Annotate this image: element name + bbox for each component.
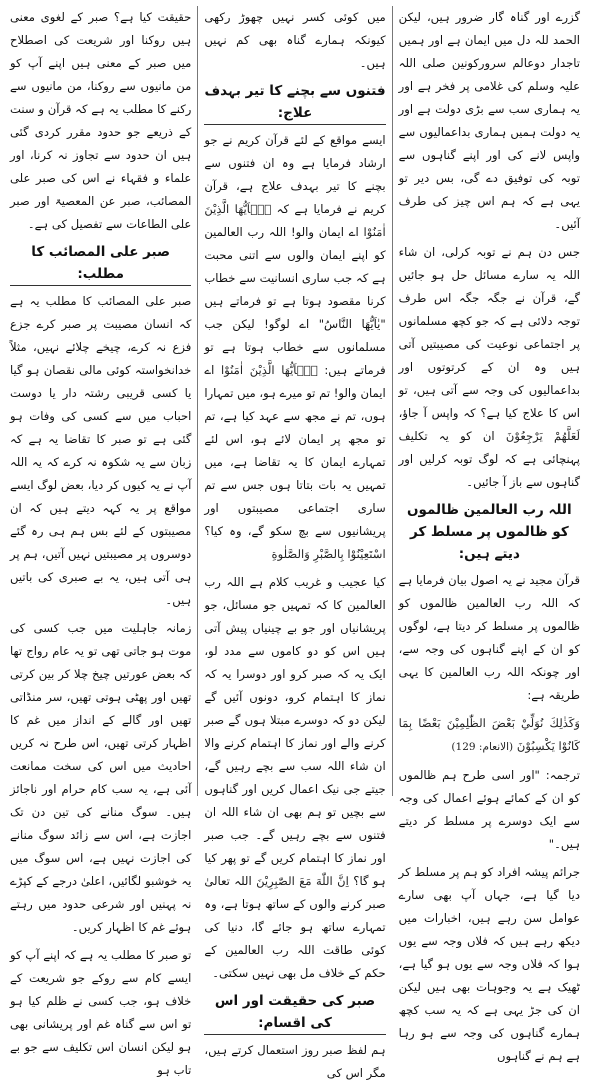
paragraph-text: کیا عجیب و غریب کلام ہے اللہ رب العالمین کا کہ تمہیں جو مسائل، جو پریشانیاں اور جو بے چینیاں پیش آتی ہیں اس کو دو کاموں سے مدد لو، ایک یہ کہ صبر کرو اور دوسرا یہ کہ نماز کا اہتمام کرو، دونوں آئیں گے لیکن دو کہ دوسرے مبتلا ہوں گے صبر کرنے والے اور نماز کا اہتمام کرنے والا ان شاء اللہ سب سے بچے رہیں گے، جیتے جی نیک اعمال کریں اور گناہوں سے بچیں تو ہم بھی ان شاء اللہ ان فتنوں سے بچے رہیں گے۔ جب صبر اور نماز کا اہتمام کریں گے تو پھر کیا ہو گا؟: [204, 575, 386, 888]
columns: [4, 6, 586, 1080]
paragraph: جرائم پیشہ افراد کو ہم پر مسلط کر دیا گیا ہے، جہاں آپ بھی سارے عوامل سن رہے ہیں، اخبارات میں دیکھ رہے ہیں کہ فلاں وجہ سے یوں ہوا کہ فلاں وجہ سے یوں ہو گیا ہے، ٹھیک ہے یہ وجوہات بھی ہیں لیکن ان کی جڑ یہی ہے کہ یہ سب کچھ ہمارے گناہوں کی وجہ سے ہو رہا ہے ہم نے گناہوں: [398, 865, 580, 1063]
verse-reference: (الانعام: 129): [451, 741, 514, 753]
section-heading: اللہ رب العالمین ظالموں کو ظالموں پر مسلط کر دیتے ہیں:: [407, 502, 572, 562]
paragraph-text: اے ایمان والو! اللہ رب العالمین کو اپنے ایمان والوں سے اتنی محبت ہے کہ جب ساری انسانیت سے خطاب کرنا مقصود ہوتا ہے تو فرماتے ہیں "یٰاَیُّھَا النَّاسُ" اے لوگو! لیکن جب مسلمانوں سے خطاب ہوتا ہے تو فرماتے ہیں:: [204, 225, 386, 377]
paragraph: تو صبر کا مطلب یہ ہے کہ اپنے آپ کو ایسے کام سے روکے جو شریعت کے خلاف ہو، جب کسی نے ظلم کیا ہو تو اس سے گناہ غم اور پریشانی بھی ہو لیکن انسان اس تکلیف سے جو بے تاب ہو: [10, 948, 192, 1077]
paragraph: حقیقت کیا ہے؟ صبر کے لغوی معنی ہیں روکنا اور شریعت کی اصطلاح میں صبر کے معنی ہیں اپنے آپ کو من مانیوں سے روکنا، من مانیوں سے رکنے کا مطلب یہ ہے کہ قرآن و سنت کے ذریعے جو حدود مقرر کردی گئی ہیں ان حدود سے تجاوز نہ کرنا، اور علماء و فقہاء نے اس کی صبر علی المصائب، صبر عن المعصیۃ اور صبر علی الطاعات سے تفصیل کی ہے۔: [10, 10, 192, 231]
column-right: [392, 6, 586, 1063]
paragraph: [204, 129, 385, 566]
column-middle: [197, 6, 391, 1080]
paragraph: [204, 571, 385, 985]
paragraph: ترجمہ: "اور اسی طرح ہم ظالموں کو ان کے کمائے ہوئے اعمال کی وجہ سے ایک دوسرے پر مسلط کر دیتے ہیں۔": [398, 768, 580, 851]
arabic-quote: اِنَّ اللّٰهَ مَعَ الصّٰبِرِيْنَ: [256, 874, 349, 888]
paragraph-text: اللہ تعالیٰ صبر کرنے والوں کے ساتھ ہوتا ہے، وہ تمہارے ساتھ ہو جائے گا، دنیا کی کوئی طاقت اللہ رب العالمین کے حکم کے خلاف مل بھی نہیں سکتی۔: [204, 874, 386, 980]
paragraph: [399, 241, 580, 494]
arabic-quote: يٰۤاَيُّهَا الَّذِيْنَ اٰمَنُوْا: [204, 202, 386, 239]
paragraph-text: ایسے مواقع کے لئے قرآن کریم نے جو ارشاد فرمایا ہے وہ ان فتنوں سے بچنے کا تیر بہدف علاج ہے، قرآن کریم نے فرمایا ہے کہ: [204, 133, 386, 216]
paragraph: زمانہ جاہلیت میں جب کسی کی موت ہو جاتی تھی تو یہ عام رواج تھا کہ بعض عورتیں چیخ چلا کر بین کرتی تھیں اور پھٹی ہوتی تھیں، سر منڈاتی تھیں اور گالے کے انداز میں غم کا اظہار کرتی تھیں، اس طرح نہ کریں احادیث میں اس کی سخت ممانعت آئی ہے، یہ سب کام حرام اور ناجائز ہیں۔ سوگ منانے کی تین دن تک اجازت ہے، اس سے زائد سوگ منانے کی اجازت نہیں ہے، اس سوگ میں یہ خوشبو لگائیں، اعلیٰ درجے کے کپڑے نہ پہنیں اور شرعی حدود میں رہتے ہوئے غم کا اظہار کریں۔: [10, 621, 192, 934]
column-left: [4, 6, 197, 1077]
paragraph: صبر علی المصائب کا مطلب یہ ہے کہ انسان مصیبت پر صبر کرے جزع فزع نہ کرے، چیخے چلائے نہیں، مثلاً خدانخواستہ کوئی مالی نقصان ہو گیا یا کسی قریبی رشتہ دار یا دوست احباب میں سے کسی کی وفات ہو گئی ہے تو صبر کا تقاضا یہ ہے کہ زبان سے یہ شکوہ نہ کرے کہ یہ اللہ آپ نے یہ کیوں کر دیا، بعض لوگ ایسے مواقع پر یہ کہہ دیتے ہیں کہ ان مصیبتوں کے لئے بس ہم ہی رہ گئے دوسروں پر مصیبتیں نہیں آتیں، ہم پر ہی آتی ہیں، یہ بے صبری کی باتیں ہیں۔: [10, 294, 192, 607]
paragraph-text: جس دن ہم نے توبہ کرلی، ان شاء اللہ یہ سارے مسائل حل ہو جائیں گے، قرآن نے جگہ جگہ اس طرف توجہ دلائی ہے کہ جو کچھ مسلمانوں پر اجتماعی نوعیت کی مصیبتیں آتی ہیں وہ ان کے کرتوتوں اور بداعمالیوں کی وجہ سے آتی ہیں، تو اس کا علاج کیا ہے؟ کہ واپس آ جاؤ،: [398, 245, 580, 420]
section-heading: فتنوں سے بچنے کا تیر بہدف علاج:: [204, 80, 385, 125]
arabic-quote: يٰۤاَيُّهَا الَّذِيْنَ اٰمَنُوْا: [220, 363, 318, 377]
verse-text: وَكَذٰلِكَ نُوَلِّيْ بَعْضَ الظّٰلِمِيْنَ بَعْضًا بِمَا كَانُوْا يَكْسِبُوْنَ: [398, 716, 580, 753]
arabic-verse: [399, 712, 580, 759]
paragraph: گزرے اور گناہ گار ضرور ہیں، لیکن الحمد للہ دل میں ایمان ہے اور ہمیں تاجدار دوعالم سرورکونین صلی اللہ علیہ وسلم کی غلامی پر فخر ہے اور یہ ہماری سب سے بڑی دولت ہے اور یہ دولت ہمیں ہماری بداعمالیوں سے واپس لانے کی اور اپنے گناہوں سے توبہ کی توفیق دے گی، بس دیر تو یہی ہے کہ ہم اس چیز کی طرف آئیں۔: [398, 10, 580, 231]
paragraph-text: ان کو یہ تکلیف پہنچائی ہے کہ لوگ توبہ کرلیں اور گناہوں سے باز آ جائیں۔: [398, 429, 580, 489]
paragraph: میں کوئی کسر نہیں چھوڑ رکھی کیونکہ ہمارے گناہ بھی کم نہیں ہیں۔: [204, 10, 386, 70]
paragraph: ہم لفظ صبر روز استعمال کرتے ہیں، مگر اس کی: [204, 1043, 386, 1080]
paragraph: قرآن مجید نے یہ اصول بیان فرمایا ہے کہ اللہ رب العالمین ظالموں کو ظالموں پر مسلط کر دیتا ہے، لوگوں کو ان کے اپنے گناہوں کی وجہ سے، اور چونکہ اللہ رب العالمین کا یہی طریقہ ہے:: [398, 573, 580, 702]
paragraph-text: اے ایمان والو! تم تو میرے ہو، میں تمہارا ہوں، تم نے مجھ سے عہد کیا ہے، تم تو مجھ پر ایمان لائے ہو، اس لئے تمہارے ایمان کا یہ تقاضا ہے، میں تمہیں یہ بات بتاتا ہوں جس سے تم ساری اجتماعی مصیبتوں اور پریشانیوں سے بچ سکو گے، وہ کیا؟: [204, 363, 386, 538]
section-heading: صبر علی المصائب کا مطلب:: [10, 241, 191, 286]
arabic-quote: لَعَلَّهُمْ يَرْجِعُوْنَ: [505, 429, 580, 443]
section-heading: صبر کی حقیقت اور اس کی اقسام:: [204, 990, 385, 1035]
arabic-quote: اسْتَعِيْنُوْا بِالصَّبْرِ وَالصَّلٰوةِ: [271, 547, 386, 561]
